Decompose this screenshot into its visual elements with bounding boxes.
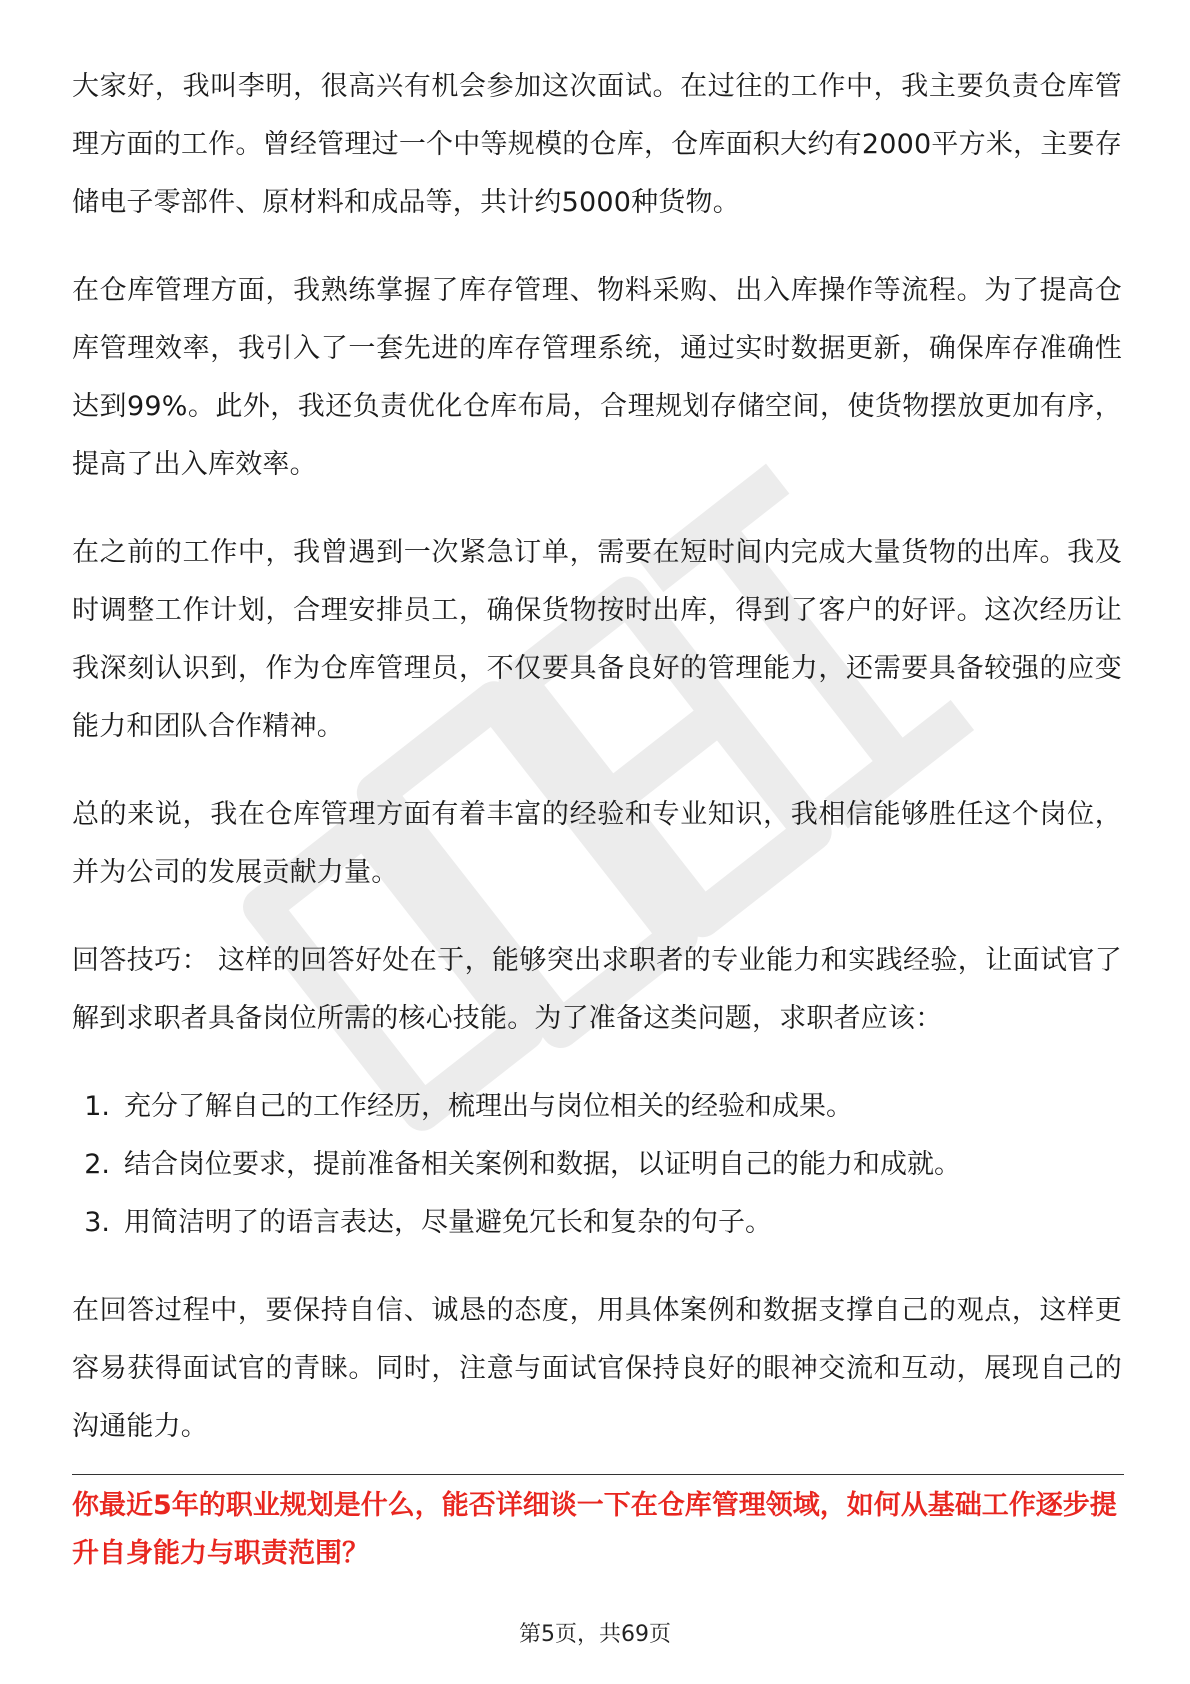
list-item-number: 1. [84, 1091, 110, 1122]
list-item [72, 1078, 1122, 1136]
closing-paragraph: 在回答过程中，要保持自信、诚恳的态度，用具体案例和数据支撑自己的观点，这样更容易获得面试官的青睐。同时，注意与面试官保持良好的眼神交流和互动，展现自己的沟通能力。 [72, 1295, 1122, 1442]
document-body [72, 58, 1122, 1486]
summary-paragraph: 总的来说，我在仓库管理方面有着丰富的经验和专业知识，我相信能够胜任这个岗位，并为公司的发展贡献力量。 [72, 799, 1122, 888]
skills-paragraph: 在仓库管理方面，我熟练掌握了库存管理、物料采购、出入库操作等流程。为了提高仓库管理效率，我引入了一套先进的库存管理系统，通过实时数据更新，确保库存准确性达到99%。此外，我还负责优化仓库布局，合理规划存储空间，使货物摆放更加有序，提高了出入库效率。 [72, 275, 1122, 480]
tips-list [72, 1078, 1122, 1252]
list-item [72, 1194, 1122, 1252]
list-item-text: 充分了解自己的工作经历，梳理出与岗位相关的经验和成果。 [124, 1091, 853, 1122]
page-footer: 第5页，共69页 [519, 1622, 671, 1647]
list-item-number: 2. [84, 1149, 110, 1180]
list-item-text: 结合岗位要求，提前准备相关案例和数据，以证明自己的能力和成就。 [124, 1149, 961, 1180]
tips-intro-paragraph: 回答技巧： 这样的回答好处在于，能够突出求职者的专业能力和实践经验，让面试官了解到求职者具备岗位所需的核心技能。为了准备这类问题，求职者应该： [72, 945, 1122, 1034]
intro-paragraph: 大家好，我叫李明，很高兴有机会参加这次面试。在过往的工作中，我主要负责仓库管理方面的工作。曾经管理过一个中等规模的仓库，仓库面积大约有2000平方米，主要存储电子零部件、原材料和成品等，共计约5000种货物。 [72, 71, 1122, 218]
experience-paragraph: 在之前的工作中，我曾遇到一次紧急订单，需要在短时间内完成大量货物的出库。我及时调整工作计划，合理安排员工，确保货物按时出库，得到了客户的好评。这次经历让我深刻认识到，作为仓库管理员，不仅要具备良好的管理能力，还需要具备较强的应变能力和团队合作精神。 [72, 537, 1122, 742]
section-divider [72, 1474, 1124, 1475]
next-question-heading: 你最近5年的职业规划是什么，能否详细谈一下在仓库管理领域，如何从基础工作逐步提升自身能力与职责范围？ [72, 1490, 1117, 1569]
list-item-number: 3. [84, 1207, 110, 1238]
list-item-text: 用简洁明了的语言表达，尽量避免冗长和复杂的句子。 [124, 1207, 772, 1238]
list-item [72, 1136, 1122, 1194]
